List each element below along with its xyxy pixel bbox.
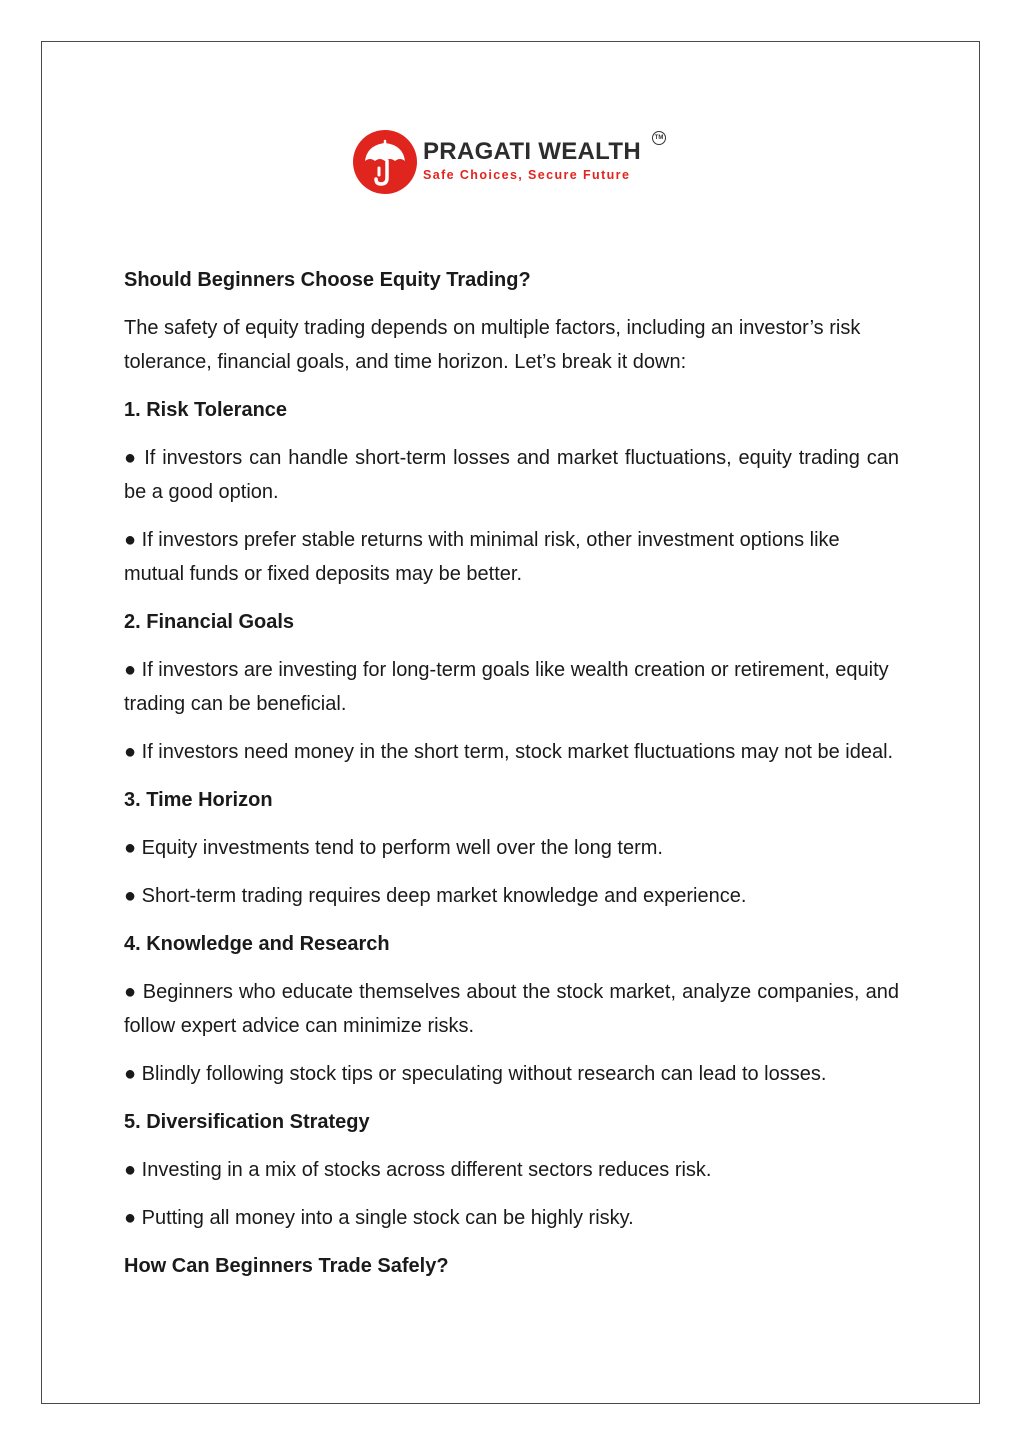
section-bullet: ● If investors are investing for long-term goals like wealth creation or retirement, equity trading can be beneficial. xyxy=(124,659,889,715)
section-heading: 5. Diversification Strategy xyxy=(124,1111,370,1133)
section-bullet: ● Beginners who educate themselves about the stock market, analyze companies, and follow expert advice can minimize risks. xyxy=(124,981,899,1037)
section-heading: 3. Time Horizon xyxy=(124,789,273,811)
section-bullet: ● Blindly following stock tips or speculating without research can lead to losses. xyxy=(124,1063,827,1085)
closing-heading: How Can Beginners Trade Safely? xyxy=(124,1255,449,1277)
section-bullet: ● If investors prefer stable returns with minimal risk, other investment options like mutual funds or fixed deposits may be better. xyxy=(124,529,840,585)
brand-logo xyxy=(352,128,672,198)
section-heading: 2. Financial Goals xyxy=(124,611,295,633)
section-bullet: ● If investors can handle short-term losses and market fluctuations, equity trading can be a good option. xyxy=(124,447,899,503)
article-body xyxy=(124,263,899,1297)
section-bullet: ● Equity investments tend to perform well over the long term. xyxy=(124,837,663,859)
article-intro: The safety of equity trading depends on multiple factors, including an investor’s risk tolerance, financial goals, and time horizon. Let’s break it down: xyxy=(124,317,861,373)
section-heading: 1. Risk Tolerance xyxy=(124,399,288,421)
article-title: Should Beginners Choose Equity Trading? xyxy=(124,269,531,291)
section-heading: 4. Knowledge and Research xyxy=(124,933,390,955)
brand-tagline: Safe Choices, Secure Future xyxy=(423,168,631,182)
section-bullet: ● Putting all money into a single stock can be highly risky. xyxy=(124,1207,634,1229)
brand-name: PRAGATI WEALTH xyxy=(423,138,641,165)
section-bullet: ● If investors need money in the short term, stock market fluctuations may not be ideal. xyxy=(124,741,894,763)
section-bullet: ● Investing in a mix of stocks across different sectors reduces risk. xyxy=(124,1159,712,1181)
umbrella-icon xyxy=(352,128,418,196)
trademark-badge: TM xyxy=(652,131,666,145)
section-bullet: ● Short-term trading requires deep market knowledge and experience. xyxy=(124,885,747,907)
